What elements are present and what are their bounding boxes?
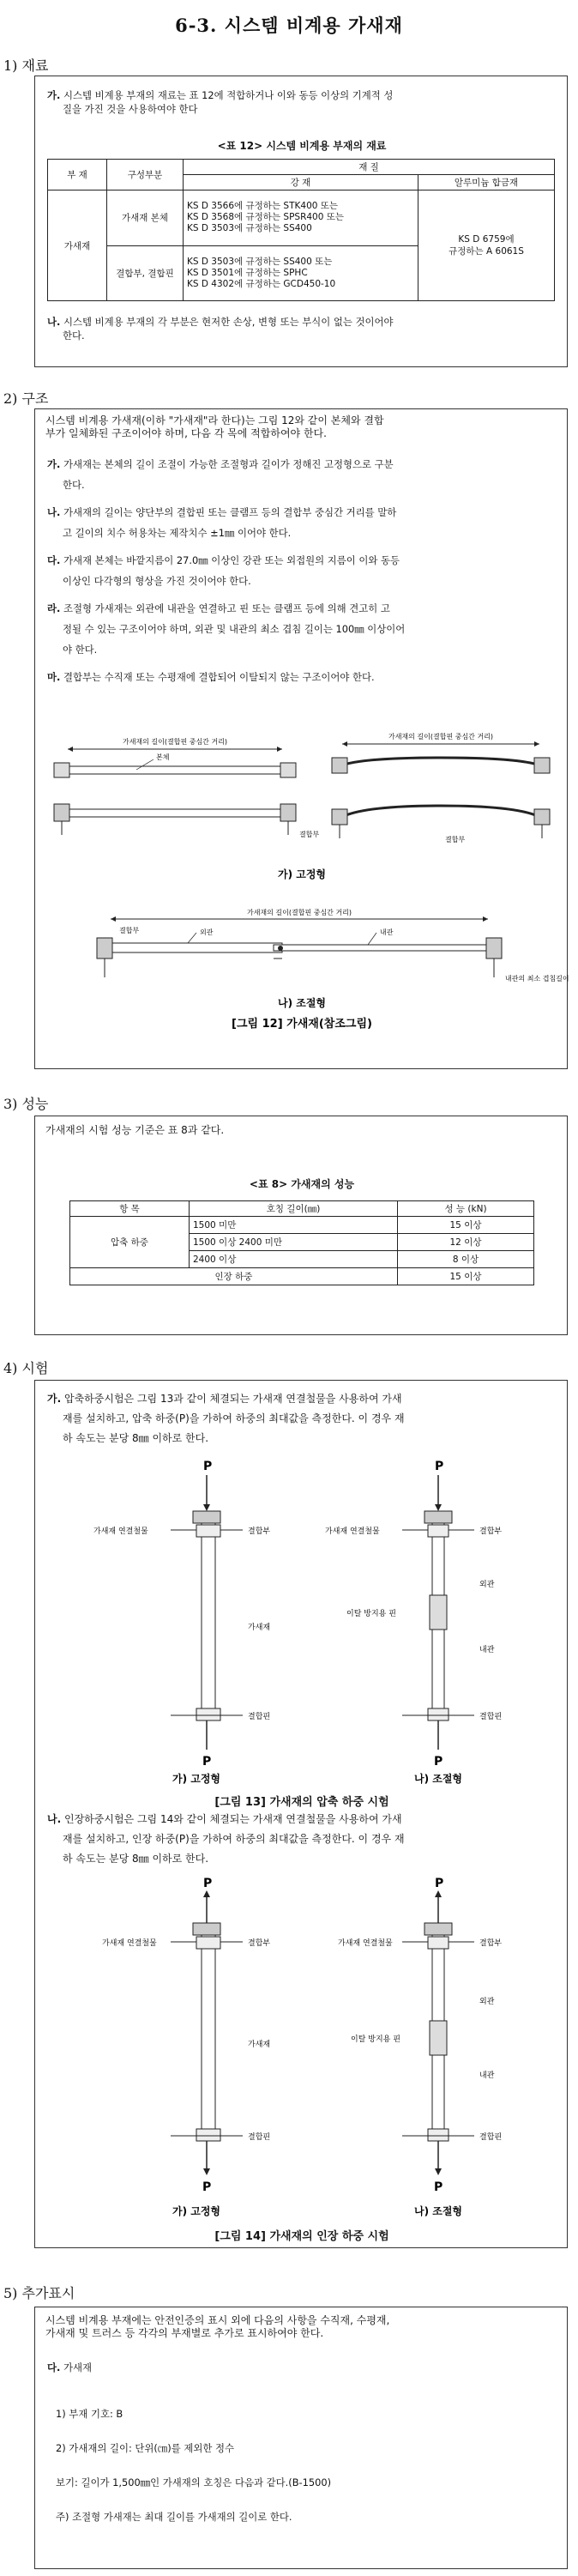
material-table bbox=[47, 159, 555, 301]
item-text: 가새재의 길이는 양단부의 결합핀 또는 클램프 등의 결합부 중심간 거리를 말하 bbox=[63, 506, 397, 518]
marking-items bbox=[56, 2397, 553, 2534]
fig-label: 가새재 bbox=[248, 1624, 271, 1632]
fig-label: 결합핀 bbox=[479, 2133, 503, 2142]
fig-label: 가새재 연결철물 bbox=[93, 1527, 148, 1536]
intro-line: 부가 일체화된 구조이어야 하며, 다음 각 목에 적합하여야 한다. bbox=[45, 427, 327, 439]
fig-label: 결합핀 bbox=[248, 1713, 271, 1721]
th-member: 부 재 bbox=[48, 160, 107, 190]
material-item-ga bbox=[47, 88, 553, 116]
fixed-brace-figure bbox=[42, 723, 562, 895]
item-text: 가새재 본체는 바깥지름이 27.0㎜ 이상인 강관 또는 외접원의 지름이 이와 동등 bbox=[63, 554, 400, 566]
structure-items bbox=[47, 454, 558, 687]
figure-13-caption: [그림 13] 가새재의 압축 하중 시험 bbox=[214, 1796, 389, 1809]
structure-intro bbox=[45, 414, 557, 440]
page-title: 6-3. 시스템 비계용 가새재 bbox=[175, 15, 403, 36]
th-material: 재 질 bbox=[184, 160, 555, 175]
compression-fixed bbox=[93, 1460, 270, 1769]
item-mark: 라. bbox=[47, 602, 61, 614]
marking-intro bbox=[45, 2314, 557, 2340]
member-name: 가새재 bbox=[48, 190, 107, 301]
structure-box bbox=[34, 408, 568, 1069]
item-text: 조절형 가새재는 외관에 내관을 연결하고 핀 또는 클램프 등에 의해 견고히 고 bbox=[63, 602, 390, 614]
tension-label: 인장 하중 bbox=[70, 1268, 398, 1285]
figure-14-caption: [그림 14] 가새재의 인장 하중 시험 bbox=[214, 2230, 389, 2243]
item-text: 결합부는 수직재 또는 수평재에 결합되어 이탈되지 않는 구조이어야 한다. bbox=[63, 671, 375, 683]
fig-label: 가새재 bbox=[248, 2041, 271, 2049]
fixed-brace-curved bbox=[332, 732, 550, 844]
fig14-fixed-caption: 가) 고정형 bbox=[172, 2205, 221, 2217]
row2-name: 결합부, 결합핀 bbox=[107, 245, 184, 301]
load-label: P bbox=[435, 1877, 444, 1890]
fig-label: 가새재 연결철물 bbox=[338, 1939, 393, 1948]
fig-label: 외관 bbox=[200, 928, 214, 936]
fixed-type-caption: 가) 고정형 bbox=[277, 868, 327, 880]
table-8-caption: <표 8> 가새재의 성능 bbox=[249, 1178, 355, 1190]
fig-label: 내관 bbox=[479, 2071, 495, 2080]
length-cell: 1500 미만 bbox=[190, 1217, 398, 1234]
th-alu: 알루미늄 합금재 bbox=[418, 175, 555, 190]
performance-table bbox=[69, 1200, 534, 1285]
item-mark: 마. bbox=[47, 671, 61, 683]
marking-item: 주) 조절형 가새재는 최대 길이를 가새재의 길이로 한다. bbox=[56, 2511, 292, 2523]
load-label: P bbox=[434, 2180, 443, 2194]
th-item: 항 목 bbox=[70, 1201, 190, 1217]
item-mark: 나. bbox=[47, 316, 61, 328]
item-text: 한다. bbox=[63, 479, 85, 491]
alu-line: KS D 6759에 bbox=[458, 234, 515, 245]
compress-label: 압축 하중 bbox=[70, 1217, 190, 1268]
test-item-na bbox=[47, 1810, 558, 1869]
load-label: P bbox=[203, 1460, 213, 1473]
fig-label: 내관 bbox=[380, 928, 394, 936]
marking-item: 2) 가새재의 길이: 단위(㎝)를 제외한 정수 bbox=[56, 2442, 234, 2454]
fig13-fixed-caption: 가) 고정형 bbox=[172, 1773, 221, 1785]
load-label: P bbox=[202, 2180, 212, 2194]
load-label: P bbox=[203, 1877, 213, 1890]
intro-line: 가새재 및 트러스 등 각각의 부재별로 추가로 표시하여야 한다. bbox=[45, 2327, 324, 2339]
section-heading-test: 4) 시험 bbox=[3, 1360, 49, 1376]
load-label: P bbox=[434, 1755, 443, 1769]
length-cell: 2400 이상 bbox=[190, 1251, 398, 1268]
structure-item bbox=[47, 667, 558, 687]
item-text: 가새재는 본체의 길이 조절이 가능한 조절형과 길이가 정해진 고정형으로 구분 bbox=[63, 458, 394, 470]
item-mark: 다. bbox=[47, 2361, 61, 2373]
fig-label: 결합핀 bbox=[479, 1713, 503, 1721]
th-steel: 강 재 bbox=[184, 175, 418, 190]
alu-line: 규정하는 A 6061S bbox=[449, 246, 524, 257]
item-text: 질을 가진 것을 사용하여야 한다 bbox=[63, 103, 198, 115]
load-label: P bbox=[435, 1460, 444, 1473]
item-text: 재를 설치하고, 인장 하중(P)을 가하여 하중의 최대값을 측정한다. 이 경우 재 bbox=[63, 1833, 405, 1845]
figure-14 bbox=[42, 1875, 562, 2222]
item-mark: 다. bbox=[47, 554, 61, 566]
perf-cell: 8 이상 bbox=[398, 1251, 534, 1268]
section-heading-material: 1) 재료 bbox=[3, 57, 49, 74]
table-12-caption: <표 12> 시스템 비계용 부재의 재료 bbox=[217, 140, 387, 152]
adjustable-brace-figure bbox=[42, 905, 569, 1034]
compression-adjustable bbox=[325, 1460, 502, 1769]
item-mark: 나. bbox=[47, 1813, 62, 1825]
row2-steel bbox=[184, 245, 418, 301]
item-text: 고 길이의 치수 허용차는 제작치수 ±1㎜ 이어야 한다. bbox=[63, 527, 292, 539]
performance-intro: 가새재의 시험 성능 기준은 표 8과 같다. bbox=[45, 1124, 225, 1136]
item-mark: 가. bbox=[47, 458, 61, 470]
item-text: 야 한다. bbox=[63, 644, 98, 656]
section-heading-marking: 5) 추가표시 bbox=[3, 2285, 75, 2301]
marking-item: 1) 부재 기호: B bbox=[56, 2408, 123, 2420]
fig-label: 가새재의 길이(결합핀 중심간 거리) bbox=[388, 733, 494, 741]
item-mark: 가. bbox=[47, 1393, 62, 1405]
perf-cell: 12 이상 bbox=[398, 1234, 534, 1251]
marking-da bbox=[47, 2361, 558, 2374]
intro-line: 시스템 비계용 가새재(이하 "가새재"라 한다)는 그림 12와 같이 본체와 결합 bbox=[45, 414, 384, 426]
structure-item bbox=[47, 502, 558, 543]
figure-12-caption: [그림 12] 가새재(참조그림) bbox=[232, 1018, 372, 1031]
tension-fixed bbox=[102, 1877, 270, 2194]
fig-label: 결합부 bbox=[479, 1939, 503, 1948]
material-box bbox=[34, 76, 568, 367]
fig14-adjustable-caption: 나) 조절형 bbox=[413, 2205, 463, 2217]
spec-line: KS D 3503에 규정하는 SS400 또는 bbox=[187, 256, 333, 267]
section-heading-structure: 2) 구조 bbox=[3, 390, 49, 407]
fig-label: 결합부 bbox=[479, 1527, 503, 1536]
fig-label: 결합부 bbox=[248, 1527, 271, 1536]
fig-label: 이탈 방지용 핀 bbox=[351, 2035, 400, 2044]
item-mark: 가. bbox=[47, 89, 61, 101]
fig-label: 가새재의 길이(결합핀 중심간 거리) bbox=[246, 909, 352, 916]
fig-label: 결합부 bbox=[248, 1939, 271, 1948]
load-label: P bbox=[202, 1755, 212, 1769]
spec-line: KS D 4302에 규정하는 GCD450-10 bbox=[187, 278, 336, 289]
item-text: 한다. bbox=[63, 330, 85, 342]
perf-cell: 15 이상 bbox=[398, 1217, 534, 1234]
item-text: 하 속도는 분당 8㎜ 이하로 한다. bbox=[63, 1853, 209, 1865]
figure-13 bbox=[42, 1458, 562, 1786]
structure-item bbox=[47, 598, 558, 660]
fig13-adjustable-caption: 나) 조절형 bbox=[413, 1773, 463, 1785]
item-text: 시스템 비계용 부재의 각 부분은 현저한 손상, 변형 또는 부식이 없는 것이어야 bbox=[63, 316, 394, 328]
item-text: 하 속도는 분당 8㎜ 이하로 한다. bbox=[63, 1432, 209, 1444]
perf-cell: 15 이상 bbox=[398, 1268, 534, 1285]
fixed-brace-straight bbox=[54, 737, 319, 838]
material-item-na bbox=[47, 315, 553, 342]
item-text: 재를 설치하고, 압축 하중(P)을 가하여 하중의 최대값을 측정한다. 이 경우 재 bbox=[63, 1412, 405, 1424]
fig-label: 결합핀 bbox=[248, 2133, 271, 2142]
item-text: 가새재 bbox=[63, 2361, 92, 2373]
adjustable-type-caption: 나) 조절형 bbox=[277, 997, 327, 1009]
marking-box bbox=[34, 2307, 568, 2569]
tension-adjustable bbox=[338, 1877, 502, 2194]
item-text: 이상인 다각형의 형상을 가진 것이어야 한다. bbox=[63, 575, 251, 587]
fig-label: 내관의 최소 겹침길이 bbox=[505, 975, 569, 983]
alu-cell bbox=[418, 190, 555, 301]
row1-name: 가새재 본체 bbox=[107, 190, 184, 246]
fig-label: 가새재의 길이(결합핀 중심간 거리) bbox=[122, 738, 228, 746]
fig-label: 내관 bbox=[479, 1646, 495, 1654]
test-item-ga bbox=[47, 1389, 558, 1448]
fig-label: 결합부 bbox=[119, 927, 140, 934]
length-cell: 1500 이상 2400 미만 bbox=[190, 1234, 398, 1251]
item-text: 압축하중시험은 그림 13과 같이 체결되는 가새재 연결철물을 사용하여 가새 bbox=[63, 1393, 402, 1405]
spec-line: KS D 3501에 규정하는 SPHC bbox=[187, 267, 308, 278]
fig-label: 본체 bbox=[156, 753, 170, 761]
fig-label: 결합부 bbox=[445, 836, 466, 844]
structure-item bbox=[47, 550, 558, 591]
section-heading-performance: 3) 성능 bbox=[3, 1096, 49, 1112]
fig-label: 가새재 연결철물 bbox=[325, 1527, 380, 1536]
fig-label: 외관 bbox=[479, 1581, 495, 1589]
spec-line: KS D 3503에 규정하는 SS400 bbox=[187, 223, 312, 234]
structure-item bbox=[47, 454, 558, 495]
intro-line: 시스템 비계용 부재에는 안전인증의 표시 외에 다음의 사항을 수직재, 수평재, bbox=[45, 2314, 390, 2326]
spec-line: KS D 3568에 규정하는 SPSR400 또는 bbox=[187, 212, 345, 223]
item-mark: 나. bbox=[47, 506, 61, 518]
th-perf: 성 능 (kN) bbox=[398, 1201, 534, 1217]
test-box bbox=[34, 1380, 568, 2248]
spec-line: KS D 3566에 규정하는 STK400 또는 bbox=[187, 201, 339, 212]
fig-label: 가새재 연결철물 bbox=[102, 1939, 157, 1948]
fig-label: 결합부 bbox=[299, 831, 320, 838]
item-text: 인장하중시험은 그림 14와 같이 체결되는 가새재 연결철물을 사용하여 가새 bbox=[63, 1813, 402, 1825]
th-component: 구성부분 bbox=[107, 160, 184, 190]
item-text: 시스템 비계용 부재의 재료는 표 12에 적합하거나 이와 동등 이상의 기계적 성 bbox=[63, 89, 394, 101]
th-length: 호칭 길이(㎜) bbox=[190, 1201, 398, 1217]
row1-steel bbox=[184, 190, 418, 246]
marking-item: 보기: 길이가 1,500㎜인 가새재의 호칭은 다음과 같다.(B-1500) bbox=[56, 2476, 332, 2488]
performance-box bbox=[34, 1116, 568, 1335]
fig-label: 이탈 방지용 핀 bbox=[346, 1610, 396, 1618]
item-text: 정될 수 있는 구조이어야 하며, 외관 및 내관의 최소 겹침 길이는 100㎜ 이상이어 bbox=[63, 623, 406, 635]
fig-label: 외관 bbox=[479, 1998, 495, 2006]
